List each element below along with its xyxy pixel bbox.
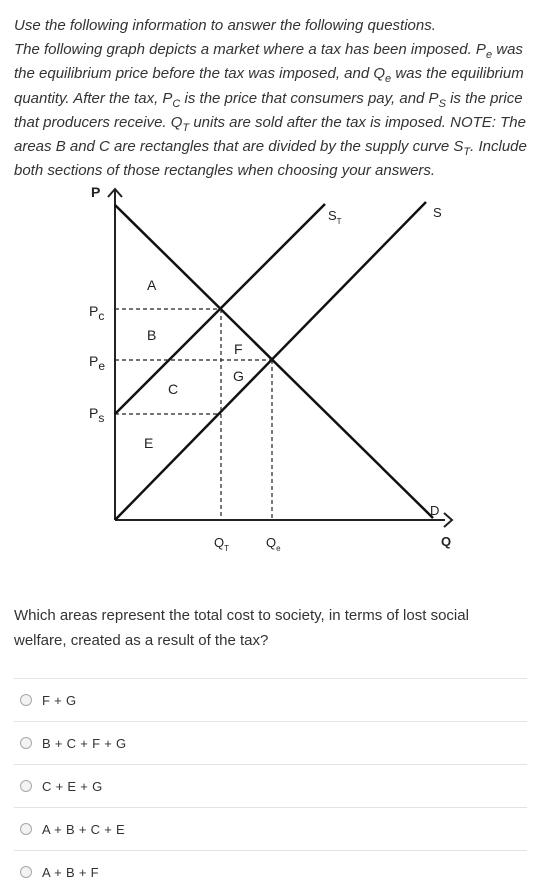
supply-label: S	[433, 205, 442, 220]
option-a-b-c-e[interactable]	[14, 807, 527, 850]
x-axis-label: Q	[441, 534, 452, 549]
pc-label: Pc	[89, 303, 105, 323]
area-c-label: C	[168, 381, 179, 397]
qt-label: $Q_T$	[214, 535, 230, 553]
option-label: A + B + C + E	[42, 821, 126, 837]
area-b-label: B	[147, 327, 157, 343]
option-f-g[interactable]	[14, 678, 527, 721]
intro-paragraph: The following graph depicts a market where a tax has been imposed. $P_e$ was the equilibrium price before the tax was imposed, and $Q_e$ was the equilibrium quantity. After the tax, $P_C$ is the price that consumers pay, and $P_S$ is the price that producers receive. $Q_T$ units are sold after the tax is imposed. NOTE: The areas B and C are rectangles that are divided by the supply curve $S_T$. Include both sections of those rectangles when choosing your answers.	[14, 41, 527, 180]
question-text: Which areas represent the total cost to society, in terms of lost social welfare, created as a result of the tax?	[14, 607, 469, 649]
intro-text	[14, 14, 534, 183]
radio-button[interactable]	[20, 866, 32, 878]
tax-market-graph	[0, 178, 548, 558]
radio-button[interactable]	[20, 823, 32, 835]
option-label: A + B + F	[42, 864, 99, 880]
area-g-label: G	[233, 368, 244, 384]
y-axis-label: P	[91, 184, 101, 200]
intro-line-1: Use the following information to answer the following questions.	[14, 17, 436, 34]
pe-label: Pe	[89, 353, 106, 373]
area-f-label: F	[234, 341, 243, 357]
qe-label: $Q_e$	[266, 535, 281, 553]
ps-label: Ps	[89, 405, 105, 425]
option-a-b-f[interactable]	[14, 850, 527, 893]
supply-with-tax-label: $S_T$	[328, 208, 342, 226]
area-e-label: E	[144, 435, 154, 451]
radio-button[interactable]	[20, 780, 32, 792]
radio-button[interactable]	[20, 737, 32, 749]
option-label: B + C + F + G	[42, 735, 127, 751]
radio-button[interactable]	[20, 694, 32, 706]
option-c-e-g[interactable]	[14, 764, 527, 807]
option-label: F + G	[42, 692, 77, 708]
area-a-label: A	[147, 277, 157, 293]
answer-options	[14, 678, 527, 893]
option-b-c-f-g[interactable]	[14, 721, 527, 764]
option-label: C + E + G	[42, 778, 103, 794]
x-axis-arrow	[444, 513, 452, 527]
demand-label: D	[430, 503, 440, 518]
